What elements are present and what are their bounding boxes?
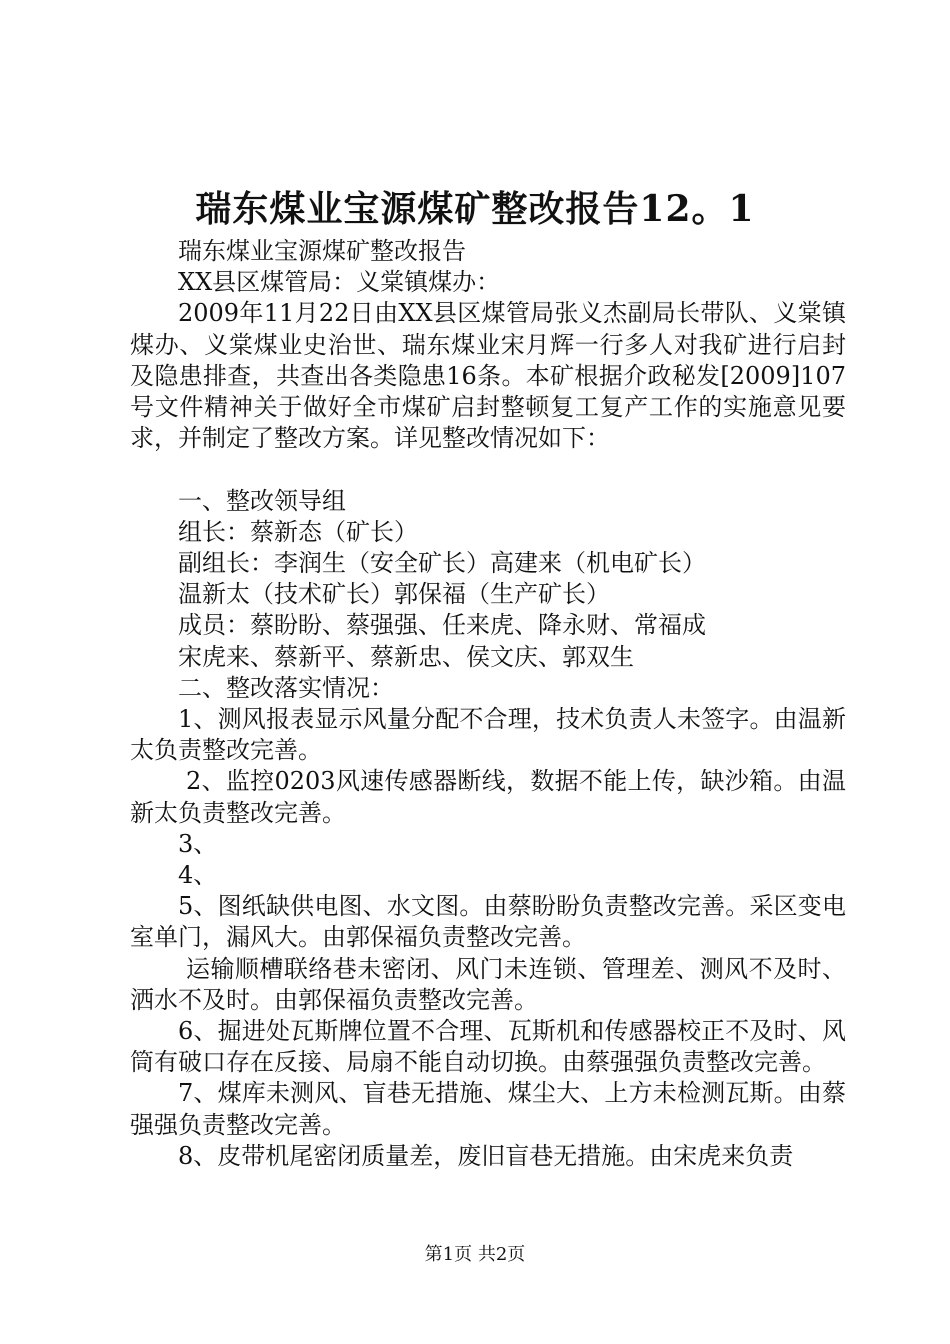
page-footer: 第1页 共2页	[424, 1244, 526, 1265]
paragraph-item-3: 3、	[178, 829, 218, 858]
paragraph-item-6: 6、掘进处瓦斯牌位置不合理、瓦斯机和传感器校正不及时、风筒有破口存在反接、局扇不能自动切换。由蔡强强负责整改完善。	[130, 1017, 846, 1077]
paragraph-members: 成员：蔡盼盼、蔡强强、任来虎、降永财、常福成	[178, 611, 706, 640]
paragraph-item-2: 2、监控0203风速传感器断线，数据不能上传，缺沙箱。由温新太负责整改完善。	[130, 767, 846, 827]
paragraph-item-5: 5、图纸缺供电图、水文图。由蔡盼盼负责整改完善。采区变电室单门，漏风大。由郭保福负责整改完善。	[130, 892, 846, 952]
paragraph-section-1-heading: 一、整改领导组	[178, 486, 346, 515]
paragraph-group-leader: 组长：蔡新态（矿长）	[178, 517, 418, 546]
document-title: 瑞东煤业宝源煤矿整改报告12。1	[195, 188, 755, 230]
paragraph-addressee: XX县区煤管局：义棠镇煤办：	[178, 268, 501, 297]
paragraph-section-2-heading: 二、整改落实情况：	[178, 673, 394, 702]
paragraph-item-7: 7、煤库未测风、盲巷无措施、煤尘大、上方未检测瓦斯。由蔡强强负责整改完善。	[130, 1079, 846, 1139]
paragraph-deputy-leaders-cont: 温新太（技术矿长）郭保福（生产矿长）	[178, 580, 610, 609]
paragraph-intro: 2009年11月22日由XX县区煤管局张义杰副局长带队、义棠镇煤办、义棠煤业史治世、瑞东煤业宋月辉一行多人对我矿进行启封及隐患排查，共查出各类隐患16条。本矿根据介政秘发[2009]107号文件精神关于做好全市煤矿启封整顿复工复产工作的实施意见要求，并制定了整改方案。详见整改情况如下：	[130, 299, 846, 453]
paragraph-members-cont: 宋虎来、蔡新平、蔡新忠、侯文庆、郭双生	[178, 642, 634, 671]
paragraph-item-4: 4、	[178, 861, 218, 890]
document-body	[130, 236, 846, 1172]
paragraph-blank	[130, 454, 846, 485]
paragraph-item-8: 8、皮带机尾密闭质量差，废旧盲巷无措施。由宋虎来负责	[178, 1141, 794, 1170]
paragraph-item-1: 1、测风报表显示风量分配不合理，技术负责人未签字。由温新太负责整改完善。	[130, 705, 846, 765]
paragraph-item-5-cont: 运输顺槽联络巷未密闭、风门未连锁、管理差、测风不及时、洒水不及时。由郭保福负责整改完善。	[130, 954, 846, 1014]
paragraph-deputy-leaders: 副组长：李润生（安全矿长）高建来（机电矿长）	[178, 549, 706, 578]
paragraph-report-heading: 瑞东煤业宝源煤矿整改报告	[178, 237, 466, 265]
